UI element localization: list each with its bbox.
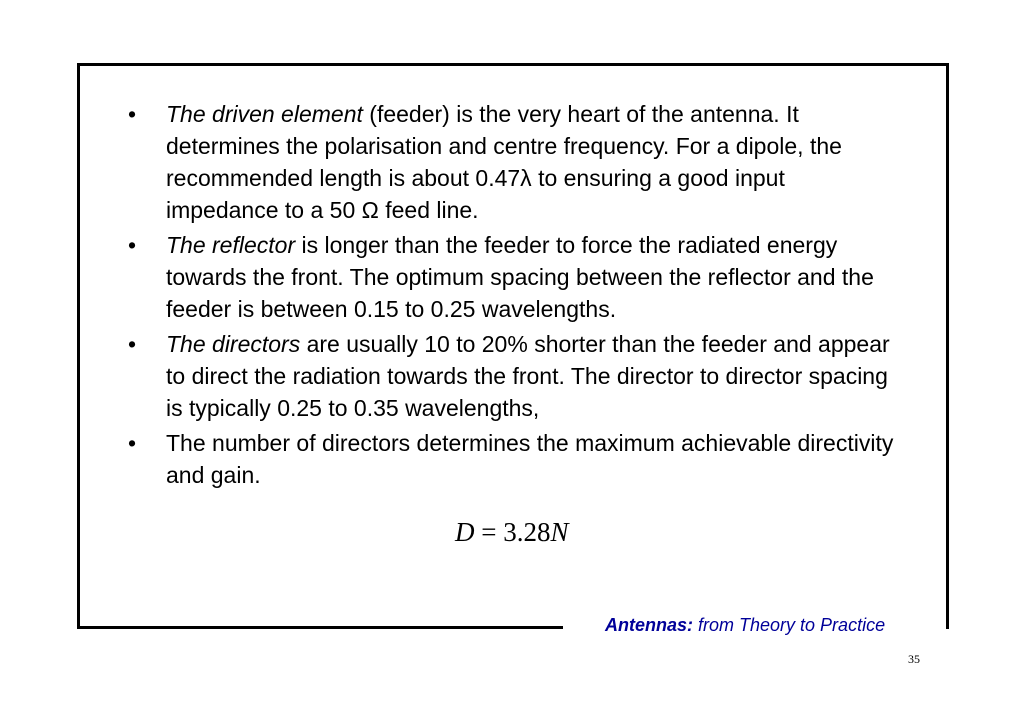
formula-equals: = [474, 517, 504, 547]
bullet-marker: • [128, 430, 137, 456]
bullet-term: The reflector [166, 232, 296, 258]
bullet-driven-element [126, 98, 896, 226]
bullet-term: The directors [166, 331, 301, 357]
bullet-marker: • [128, 232, 137, 258]
formula-lhs: D [455, 517, 475, 547]
bullet-number-of-directors [126, 427, 896, 491]
slide-bottom-border [77, 626, 563, 629]
bullet-text: The number of directors determines the maximum achievable directivity and gain. [166, 430, 894, 488]
bullet-text: are usually 10 to 20% shorter than the feeder and appear to direct the radiation towards the front. The director to director spacing is typically 0.25 to 0.35 wavelengths, [166, 331, 890, 421]
bullet-reflector [126, 229, 896, 325]
formula-rhs: N [550, 517, 569, 547]
bullet-text: is longer than the feeder to force the radiated energy towards the front. The optimum spacing between the reflector and the feeder is between 0.15 to 0.25 wavelengths. [166, 232, 874, 322]
footer-book-title [605, 615, 885, 636]
bullet-directors [126, 328, 896, 424]
bullet-text: (feeder) is the very heart of the antenna. It determines the polarisation and centre frequency. For a dipole, the recommended length is about 0.47λ to ensuring a good input impedance to a 50 Ω feed line. [166, 101, 842, 223]
bullet-marker: • [128, 101, 137, 127]
footer-title-bold: Antennas: [605, 615, 694, 635]
directivity-formula [455, 517, 569, 548]
formula-coefficient: 3.28 [503, 517, 551, 547]
footer-title-rest: from Theory to Practice [693, 615, 886, 635]
page-number: 35 [908, 652, 920, 666]
bullet-term: The driven element [166, 101, 363, 127]
bullet-marker: • [128, 331, 137, 357]
bullet-list [126, 98, 896, 494]
